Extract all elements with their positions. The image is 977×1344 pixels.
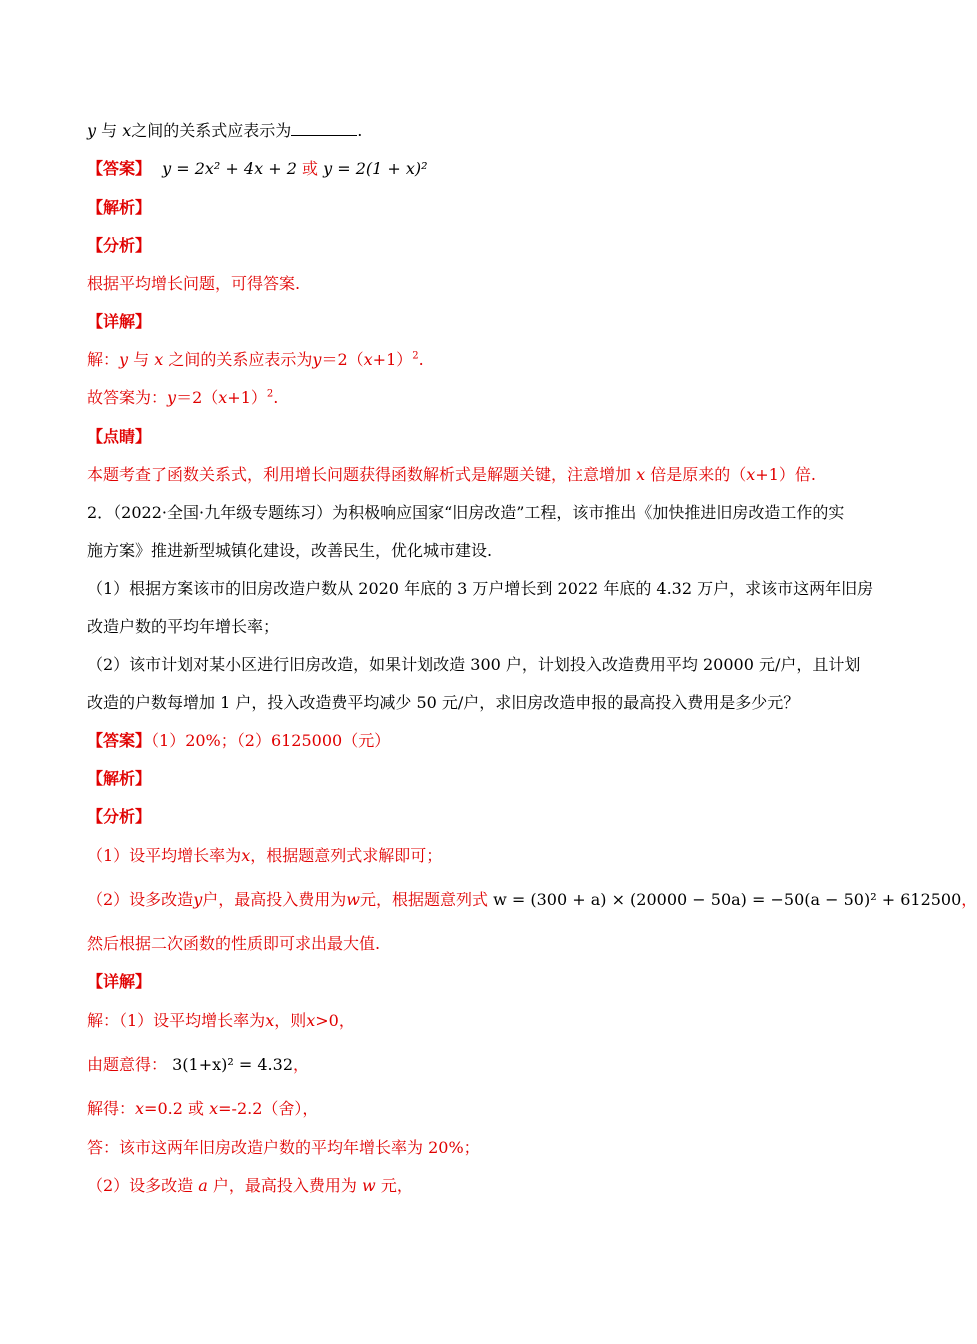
q2-fenxi-line-3: 然后根据二次函数的性质即可求出最大值. — [87, 934, 381, 953]
q2-solution-line-2: 由题意得： 3(1+x)² = 4.32， — [87, 1055, 310, 1074]
fenxi-formula: w = (300 + a) × (20000 − 50a) = −50(a − 50)² + 612500 — [493, 890, 962, 909]
q2-fenxi-line-2: （2）设多改造y户，最高投入费用为w元，根据题意列式 w = (300 + a) × (20000 − 50a) = −50(a − 50)² + 612500， — [87, 890, 977, 909]
q2-answer-line — [87, 730, 390, 752]
q2-xiangjie-tag: 【详解】 — [87, 972, 152, 991]
q1-fenxi-tag: 【分析】 — [87, 236, 152, 255]
q2-jiexi-tag: 【解析】 — [87, 769, 152, 788]
q2-part2-line-1: （2）该市计划对某小区进行旧房改造，如果计划改造 300 户，计划投入改造费用平均 20000 元/户，且计划 — [87, 655, 861, 674]
q1-answer-line: 【答案】 y = 2x² + 4x + 2 或 y = 2(1 + x)² — [87, 159, 428, 178]
answer-blank — [291, 120, 357, 136]
q1-solution-line-2: 故答案为：$y=2(x+1)^2$. — [87, 388, 279, 407]
q2-solution-line-1: 解：（1）设平均增长率为x，则x>0， — [87, 1011, 355, 1030]
answer-text: （1）20%；（2）6125000（元） — [151, 731, 391, 750]
solution-equation: 3(1+x)² = 4.32 — [172, 1055, 293, 1074]
q1-solution-line-1: 解：y 与 x 之间的关系应表示为$y=2(x+1)^2$. — [87, 350, 424, 369]
q2-solution-line-4: 答：该市这两年旧房改造户数的平均年增长率为 20%； — [87, 1138, 480, 1157]
answer-formula-2: y = 2(1 + x)² — [323, 159, 428, 178]
q1-fenxi-text: 根据平均增长问题，可得答案. — [87, 274, 301, 293]
q1-xiangjie-tag: 【详解】 — [87, 312, 152, 331]
answer-tag: 【答案】 — [87, 159, 152, 178]
answer-tag: 【答案】 — [87, 731, 152, 750]
q2-fenxi-tag: 【分析】 — [87, 807, 152, 826]
q2-fenxi-line-1: （1）设平均增长率为x，根据题意列式求解即可； — [87, 846, 443, 865]
q1-dianjing-text: 本题考查了函数关系式，利用增长问题获得函数解析式是解题关键，注意增加 x 倍是原来的（x+1）倍. — [87, 465, 816, 484]
q2-part2-line-2: 改造的户数每增加 1 户，投入改造费平均减少 50 元/户，求旧房改造申报的最高投入费用是多少元？ — [87, 693, 800, 712]
q1-dianjing-tag: 【点睛】 — [87, 427, 152, 446]
var-y: y — [87, 121, 97, 140]
q2-part1-line-2: 改造户数的平均年增长率； — [87, 617, 280, 636]
q2-part1-line-1: （1）根据方案该市的旧房改造户数从 2020 年底的 3 万户增长到 2022 年底的 4.32 万户，求该市这两年旧房 — [87, 579, 874, 598]
q1-jiexi-tag: 【解析】 — [87, 198, 152, 217]
q2-title-line-1: 2．（2022·全国·九年级专题练习）为积极响应国家“旧房改造”工程，该市推出《加快推进旧房改造工作的实 — [87, 503, 845, 522]
q1-relation-line: y 与 x之间的关系式应表示为 . — [87, 121, 363, 140]
q2-solution-line-3: 解得：x=0.2 或 x=-2.2（舍）， — [87, 1099, 319, 1118]
q2-solution-line-5: （2）设多改造 a 户，最高投入费用为 w 元， — [87, 1176, 413, 1195]
q2-title-line-2: 施方案》推进新型城镇化建设，改善民生，优化城市建设. — [87, 541, 493, 560]
answer-formula-1: y = 2x² + 4x + 2 — [162, 159, 297, 178]
